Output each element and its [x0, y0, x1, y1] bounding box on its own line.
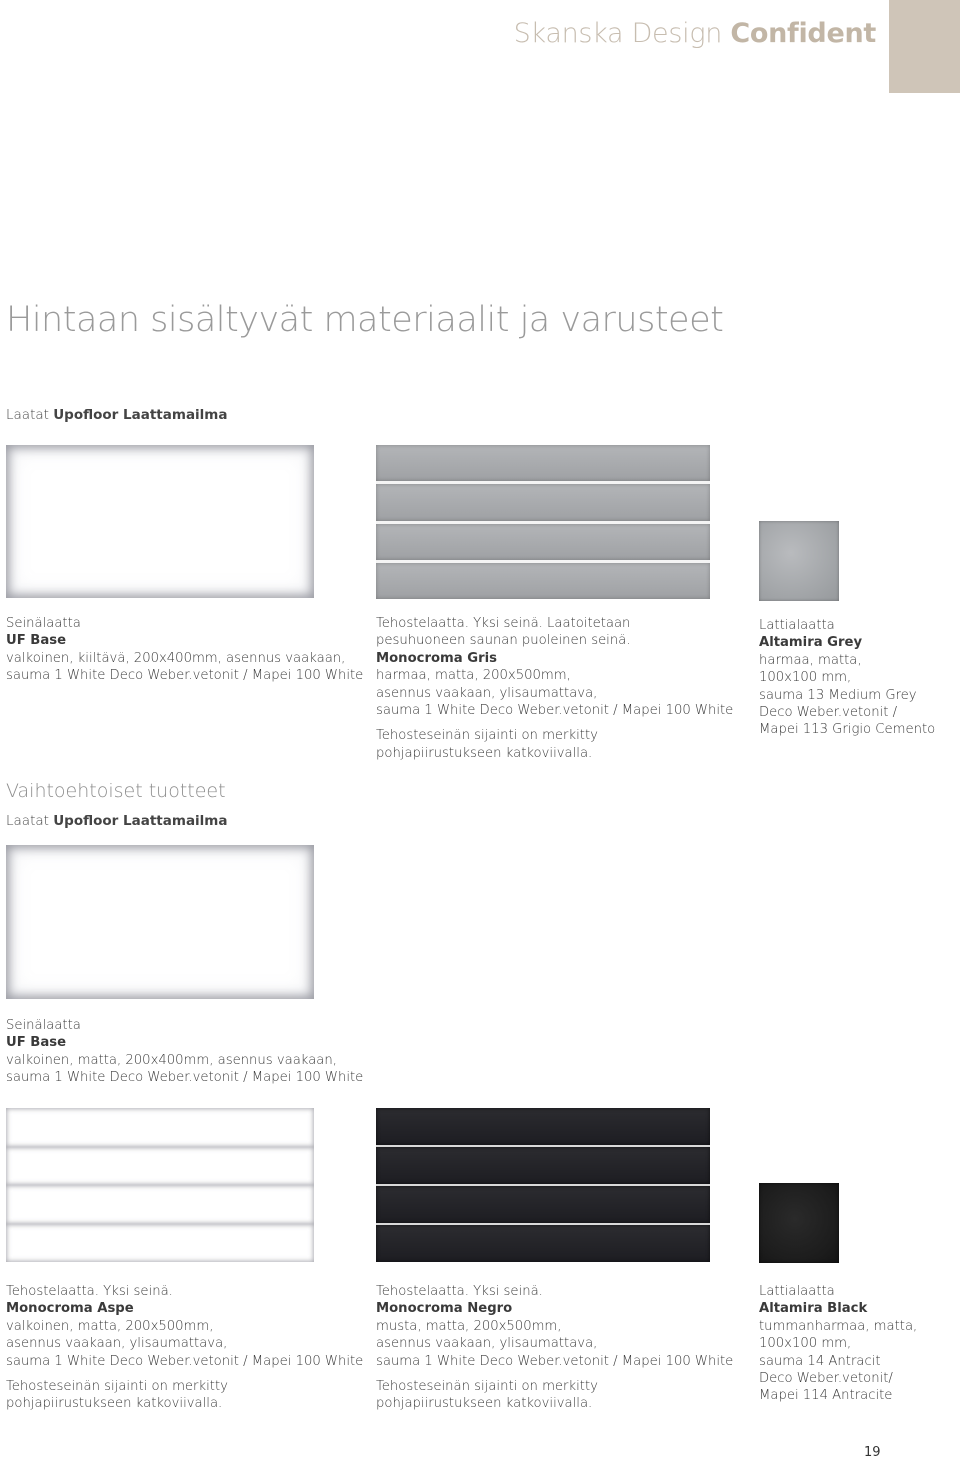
- item-type: Seinälaatta: [6, 616, 81, 631]
- tile-row: [376, 563, 710, 599]
- item-name: Monocroma Negro: [376, 1301, 513, 1317]
- item-name: Monocroma Gris: [376, 650, 497, 666]
- s1-item3-desc: [759, 617, 935, 739]
- s1-item2-desc: [376, 615, 733, 762]
- item-intro: Tehostelaatta. Yksi seinä. Laatoitetaan: [376, 616, 631, 631]
- item-line: 100x100 mm,: [759, 670, 852, 686]
- tile-altamira-grey: [759, 521, 839, 601]
- brand-color-block: [889, 0, 960, 93]
- spacer: [376, 1370, 733, 1378]
- laatat-label: Laatat: [6, 407, 54, 423]
- tile-row: [376, 524, 710, 560]
- item-line: sauma 13 Medium Grey: [759, 687, 917, 703]
- tile-monocroma-negro: [376, 1108, 710, 1262]
- tile-row: [376, 484, 710, 520]
- item-line: valkoinen, kiiltävä, 200x400mm, asennus vaakaan,: [6, 650, 346, 666]
- item-name: Altamira Grey: [759, 635, 863, 651]
- item-line: valkoinen, matta, 200x400mm, asennus vaakaan,: [6, 1052, 337, 1068]
- tile-row: [376, 1147, 710, 1184]
- s2-item2-desc: [6, 1283, 363, 1413]
- item-note: pohjapiirustukseen katkoviivalla.: [6, 1396, 223, 1412]
- item-line: Deco Weber.vetonit/: [759, 1371, 893, 1387]
- section1-laatat: [6, 407, 227, 423]
- item-line: sauma 1 White Deco Weber.vetonit / Mapei 100 White: [6, 668, 364, 684]
- item-note: pohjapiirustukseen katkoviivalla.: [376, 1396, 593, 1412]
- s2-item4-desc: [759, 1283, 917, 1405]
- item-type: Lattialaatta: [759, 1284, 835, 1299]
- s2-item1-desc: [6, 1017, 363, 1087]
- item-line: sauma 1 White Deco Weber.vetonit / Mapei 100 White: [376, 1353, 734, 1369]
- item-line: sauma 14 Antracit: [759, 1353, 881, 1369]
- item-note: pohjapiirustukseen katkoviivalla.: [376, 745, 593, 761]
- page-title: Hintaan sisältyvät materiaalit ja varusteet: [6, 300, 724, 340]
- brand-prefix: Skanska Design: [513, 18, 731, 49]
- item-line: asennus vaakaan, ylisaumattava,: [376, 1336, 598, 1352]
- brand-title: [514, 18, 876, 49]
- item-intro: Tehostelaatta. Yksi seinä.: [6, 1284, 173, 1299]
- item-line: sauma 1 White Deco Weber.vetonit / Mapei 100 White: [6, 1353, 364, 1369]
- item-line: valkoinen, matta, 200x500mm,: [6, 1318, 214, 1334]
- item-note: Tehosteseinän sijainti on merkitty: [376, 1379, 598, 1395]
- tile-row: [376, 1108, 710, 1145]
- tile-row: [376, 1225, 710, 1262]
- tile-row: [6, 1224, 314, 1263]
- tile-uf-base-gloss: [6, 445, 314, 598]
- item-line: asennus vaakaan, ylisaumattava,: [6, 1336, 228, 1352]
- tile-row: [6, 1108, 314, 1147]
- tile-row: [376, 1186, 710, 1223]
- item-line: tummanharmaa, matta,: [759, 1318, 918, 1334]
- laatat-brand: Upofloor Laattamailma: [53, 407, 228, 423]
- item-line: 100x100 mm,: [759, 1336, 852, 1352]
- item-line: Mapei 114 Antracite: [759, 1388, 893, 1404]
- spacer: [6, 1370, 363, 1378]
- section2-laatat: [6, 813, 227, 829]
- item-line: Mapei 113 Grigio Cemento: [759, 722, 936, 738]
- s2-item3-desc: [376, 1283, 733, 1413]
- item-line: asennus vaakaan, ylisaumattava,: [376, 685, 598, 701]
- alt-heading: Vaihtoehtoiset tuotteet: [6, 780, 226, 802]
- item-line: Deco Weber.vetonit /: [759, 705, 898, 721]
- tile-monocroma-gris: [376, 445, 710, 599]
- tile-uf-base-matte: [6, 845, 314, 999]
- item-line: musta, matta, 200x500mm,: [376, 1318, 562, 1334]
- item-line: harmaa, matta,: [759, 652, 862, 668]
- tile-altamira-black: [759, 1183, 839, 1263]
- spacer: [376, 719, 733, 727]
- item-name: Monocroma Aspe: [6, 1301, 134, 1317]
- tile-row: [6, 1147, 314, 1186]
- tile-monocroma-aspe: [6, 1108, 314, 1262]
- s1-item1-desc: [6, 615, 363, 685]
- item-intro: Tehostelaatta. Yksi seinä.: [376, 1284, 543, 1299]
- item-intro: pesuhuoneen saunan puoleinen seinä.: [376, 633, 631, 649]
- tile-row: [376, 445, 710, 481]
- laatat-label: Laatat: [6, 813, 54, 829]
- item-line: sauma 1 White Deco Weber.vetonit / Mapei 100 White: [6, 1070, 364, 1086]
- item-name: UF Base: [6, 1035, 67, 1051]
- item-line: sauma 1 White Deco Weber.vetonit / Mapei 100 White: [376, 703, 734, 719]
- item-type: Lattialaatta: [759, 618, 835, 633]
- brand-bold: Confident: [730, 18, 876, 49]
- item-line: harmaa, matta, 200x500mm,: [376, 668, 571, 684]
- item-note: Tehosteseinän sijainti on merkitty: [376, 728, 598, 744]
- item-name: Altamira Black: [759, 1301, 868, 1317]
- tile-row: [6, 1185, 314, 1224]
- laatat-brand: Upofloor Laattamailma: [53, 813, 228, 829]
- page-number: 19: [864, 1445, 881, 1460]
- item-note: Tehosteseinän sijainti on merkitty: [6, 1379, 228, 1395]
- item-type: Seinälaatta: [6, 1018, 81, 1033]
- item-name: UF Base: [6, 633, 67, 649]
